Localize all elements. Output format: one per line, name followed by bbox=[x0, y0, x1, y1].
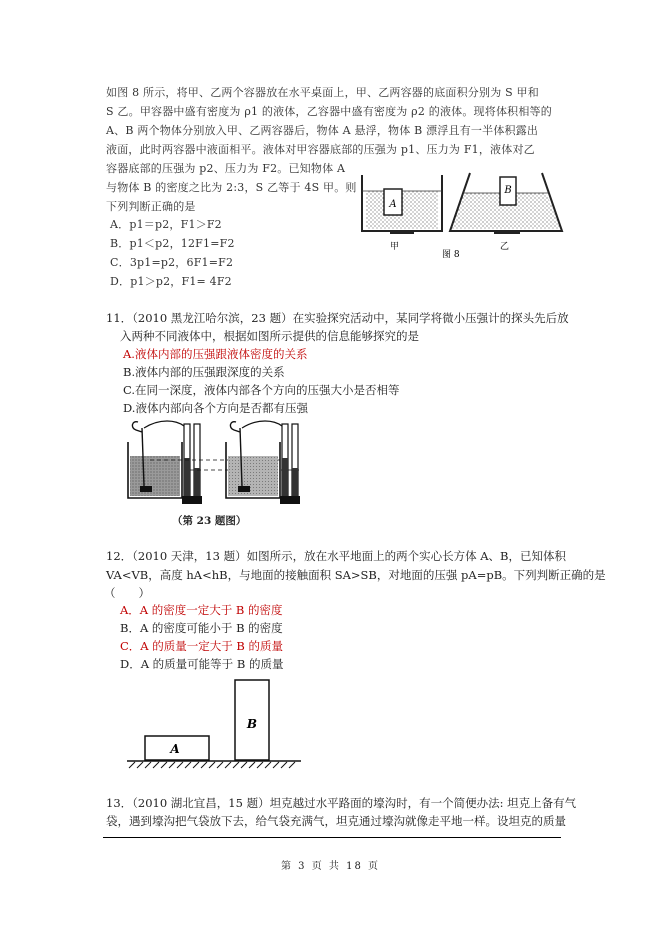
scan-line-3: A、B 两个物体分别放入甲、乙两容器后，物体 A 悬浮，物体 B 漂浮且有一半体积露出 bbox=[106, 124, 539, 137]
object-a-label: A bbox=[389, 199, 397, 210]
q12-stem-line2: VA<VB，高度 hA<hB，与地面的接触面积 SA>SB，对地面的压强 pA=pB。下列判断正确的是 bbox=[106, 568, 606, 582]
label-yi: 乙 bbox=[500, 242, 510, 252]
q12-stem-line3: （ ） bbox=[104, 586, 150, 600]
q12-option-d: D．A 的质量可能等于 B 的质量 bbox=[120, 657, 284, 671]
footer-divider bbox=[103, 837, 561, 838]
block-a-label: A bbox=[170, 742, 180, 756]
u-tube-left bbox=[182, 424, 202, 504]
object-b-label: B bbox=[504, 185, 512, 196]
page-number: 第 3 页 共 18 页 bbox=[281, 861, 380, 872]
ground-hatching bbox=[129, 762, 295, 768]
q13-line2: 袋，遇到壕沟把气袋放下去，给气袋充满气，坦克通过壕沟就像走平地一样。设坦克的质量 bbox=[106, 814, 566, 828]
q11-option-d: D.液体内部向各个方向是否都有压强 bbox=[123, 401, 308, 415]
q11-option-c: C.在同一深度，液体内部各个方向的压强大小是否相等 bbox=[123, 383, 400, 397]
figure-8-containers bbox=[350, 165, 570, 265]
block-b-label: B bbox=[246, 717, 258, 731]
q12-figure-blocks bbox=[125, 676, 305, 772]
beaker-left bbox=[128, 421, 188, 498]
q11-option-a: A.液体内部的压强跟液体密度的关系 bbox=[123, 347, 308, 361]
q12-stem-line1: 12．（2010 天津，13 题）如图所示，放在水平地面上的两个实心长方体 A、B，已知体积 bbox=[106, 549, 567, 563]
u-tube-right bbox=[280, 424, 300, 504]
hand-left bbox=[132, 422, 142, 432]
q13-line1: 13．（2010 湖北宜昌，15 题）坦克越过水平路面的壕沟时，有一个简便办法: 坦克上备有气 bbox=[106, 796, 577, 810]
hand-right bbox=[230, 422, 240, 432]
scan-option-d: D．p1＞p2，F1= 4F2 bbox=[110, 275, 232, 288]
q11-stem-line2: 入两种不同液体中，根据如图所示提供的信息能够探究的是 bbox=[120, 329, 419, 343]
q11-figure-caption: （第 23 题图） bbox=[172, 515, 247, 527]
q12-option-c: C．A 的质量一定大于 B 的质量 bbox=[120, 639, 284, 653]
scan-line-5: 容器底部的压强为 p2、压力为 F2。已知物体 A bbox=[106, 162, 346, 175]
scan-option-a: A．p1＝p2，F1＞F2 bbox=[110, 218, 222, 231]
q11-stem-line1: 11．（2010 黑龙江哈尔滨，23 题）在实验探究活动中，某同学将微小压强计的探头先后放 bbox=[106, 311, 569, 325]
container-jia bbox=[362, 175, 442, 233]
container-yi bbox=[450, 173, 562, 233]
scan-line-2: S 乙。甲容器中盛有密度为 ρ1 的液体，乙容器中盛有密度为 ρ2 的液体。现将体积相等的 bbox=[106, 105, 552, 118]
q12-option-a: A．A 的密度一定大于 B 的密度 bbox=[120, 603, 283, 617]
label-jia: 甲 bbox=[390, 242, 400, 252]
scan-option-b: B．p1＜p2，12F1=F2 bbox=[110, 237, 235, 250]
q12-option-b: B．A 的密度可能小于 B 的密度 bbox=[120, 621, 283, 635]
scan-line-1: 如图 8 所示，将甲、乙两个容器放在水平桌面上，甲、乙两容器的底面积分别为 S 甲和 bbox=[106, 86, 539, 99]
figure-8-caption: 图 8 bbox=[442, 250, 460, 260]
scan-option-c: C．3p1=p2，6F1=F2 bbox=[110, 256, 234, 269]
q11-figure-pressure-gauge bbox=[120, 414, 320, 514]
scan-line-7: 下列判断正确的是 bbox=[106, 200, 196, 213]
q11-option-b: B.液体内部的压强跟深度的关系 bbox=[123, 365, 285, 379]
scan-line-4: 液面，此时两容器中液面相平。液体对甲容器底部的压强为 p1、压力为 F1，液体对乙 bbox=[106, 143, 535, 156]
beaker-right bbox=[226, 421, 286, 498]
scan-line-6: 与物体 B 的密度之比为 2:3，S 乙等于 4S 甲。则 bbox=[106, 181, 357, 194]
